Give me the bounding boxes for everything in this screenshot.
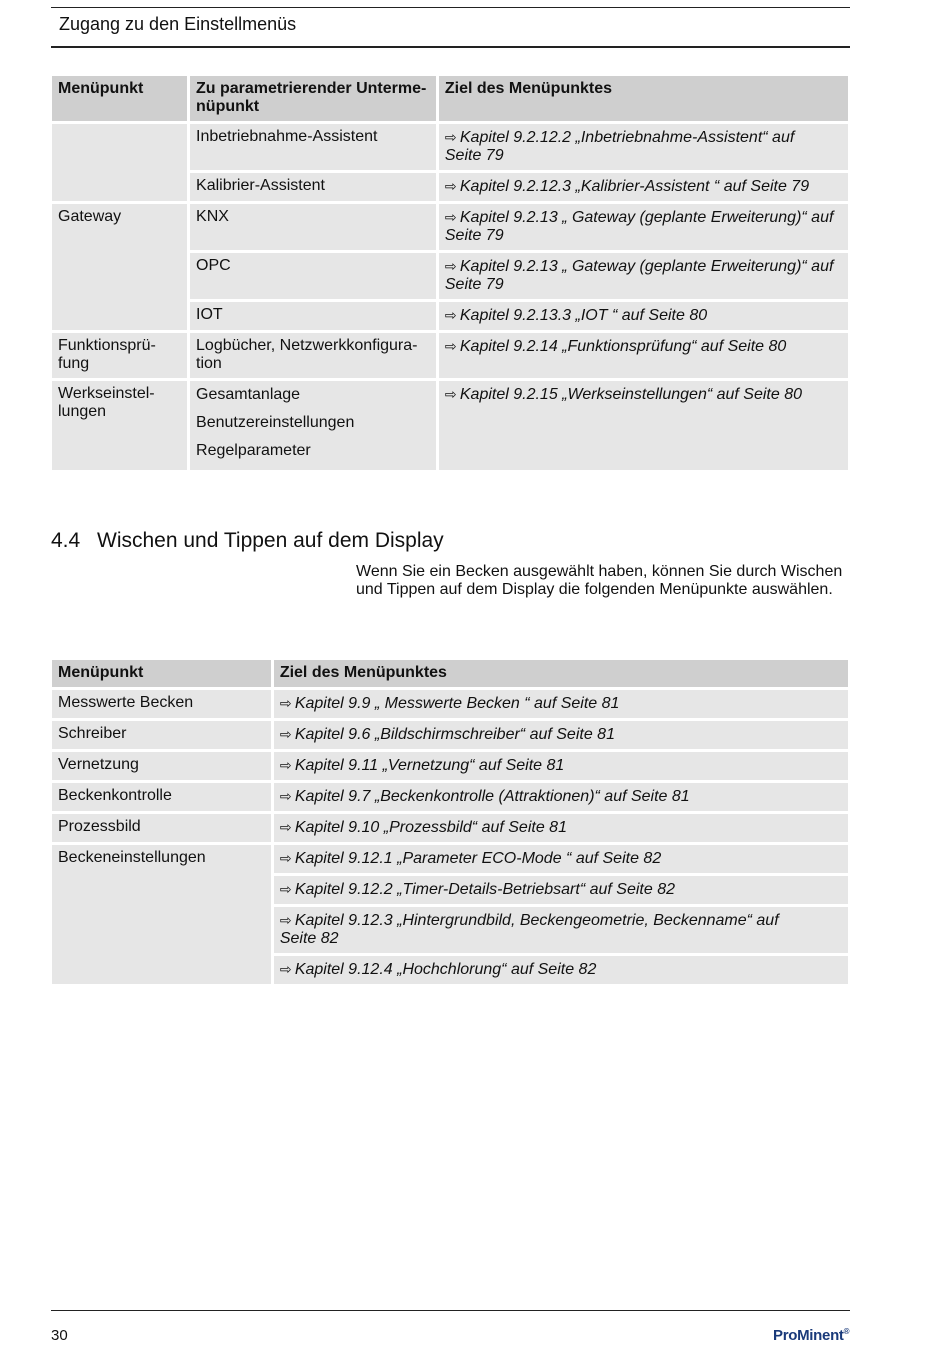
arrow-right-icon: ⇨ <box>444 258 457 274</box>
column-header: Ziel des Menüpunktes <box>274 660 848 687</box>
arrow-right-icon: ⇨ <box>444 178 457 194</box>
reference-link[interactable]: ⇨ Kapitel 9.2.13 „ Gateway (geplante Erweiterung)“ auf Seite 79 <box>439 204 848 250</box>
column-header: Menüpunkt <box>52 660 271 687</box>
arrow-right-icon: ⇨ <box>279 961 292 977</box>
section-number: 4.4 <box>51 529 81 552</box>
table-row <box>52 690 848 718</box>
reference-link[interactable]: ⇨ Kapitel 9.2.13.3 „IOT “ auf Seite 80 <box>439 302 848 330</box>
menu-cell: Gateway <box>52 204 187 330</box>
page-header-title: Zugang zu den Einstellmenüs <box>59 14 297 34</box>
arrow-right-icon: ⇨ <box>279 726 292 742</box>
table-row <box>52 333 848 378</box>
table-row <box>52 814 848 842</box>
submenu-item: Gesamtanlage <box>196 386 301 403</box>
menu-table-display <box>49 657 851 987</box>
reference-link[interactable]: ⇨ Kapitel 9.12.4 „Hochchlorung“ auf Seite 82 <box>274 956 848 984</box>
submenu-cell: Inbetriebnahme-Assistent <box>190 124 436 170</box>
reference-link[interactable]: ⇨ Kapitel 9.11 „Vernetzung“ auf Seite 81 <box>274 752 848 780</box>
arrow-right-icon: ⇨ <box>279 850 292 866</box>
reference-link[interactable]: ⇨ Kapitel 9.10 „Prozessbild“ auf Seite 81 <box>274 814 848 842</box>
submenu-cell: OPC <box>190 253 436 299</box>
submenu-cell: KNX <box>190 204 436 250</box>
reference-link[interactable]: ⇨ Kapitel 9.12.1 „Parameter ECO-Mode “ auf Seite 82 <box>274 845 848 873</box>
table-row <box>52 783 848 811</box>
reference-link[interactable]: ⇨ Kapitel 9.2.13 „ Gateway (geplante Erweiterung)“ auf Seite 79 <box>439 253 848 299</box>
arrow-right-icon: ⇨ <box>444 338 457 354</box>
submenu-cell: IOT <box>190 302 436 330</box>
menu-cell: Prozessbild <box>52 814 271 842</box>
menu-cell: Funktionsprü- fung <box>52 333 187 378</box>
table-row <box>52 381 848 470</box>
arrow-right-icon: ⇨ <box>279 757 292 773</box>
header-rule-top <box>51 7 850 8</box>
menu-cell: Vernetzung <box>52 752 271 780</box>
reference-link[interactable]: ⇨ Kapitel 9.7 „Beckenkontrolle (Attraktionen)“ auf Seite 81 <box>274 783 848 811</box>
section-heading <box>51 529 444 553</box>
menu-cell <box>52 124 187 201</box>
reference-link[interactable]: ⇨ Kapitel 9.2.12.3 „Kalibrier-Assistent “ auf Seite 79 <box>439 173 848 201</box>
table-row <box>52 204 848 250</box>
arrow-right-icon: ⇨ <box>444 386 457 402</box>
header-rule-bottom <box>51 46 850 48</box>
column-header: Ziel des Menüpunktes <box>439 76 848 121</box>
arrow-right-icon: ⇨ <box>444 307 457 323</box>
menu-cell: Schreiber <box>52 721 271 749</box>
column-header: Menüpunkt <box>52 76 187 121</box>
arrow-right-icon: ⇨ <box>279 912 292 928</box>
submenu-item: Benutzereinstellungen <box>196 414 355 431</box>
menu-cell: Beckenkontrolle <box>52 783 271 811</box>
submenu-cell <box>190 381 436 470</box>
table-row <box>52 845 848 873</box>
table-row <box>52 124 848 170</box>
section-title: Wischen und Tippen auf dem Display <box>97 529 444 552</box>
submenu-item: Regelparameter <box>196 442 311 459</box>
reference-link[interactable]: ⇨ Kapitel 9.2.15 „Werkseinstellungen“ auf Seite 80 <box>439 381 848 470</box>
menu-table-settings <box>49 73 851 473</box>
table-header-row <box>52 76 848 121</box>
column-header: Zu parametrierender Unterme- nüpunkt <box>190 76 436 121</box>
page-number: 30 <box>51 1327 68 1344</box>
submenu-cell: Logbücher, Netzwerkkonfigura- tion <box>190 333 436 378</box>
reference-link[interactable]: ⇨ Kapitel 9.2.14 „Funktionsprüfung“ auf Seite 80 <box>439 333 848 378</box>
table-row <box>52 752 848 780</box>
prominent-logo: ProMinent® <box>773 1327 850 1344</box>
menu-cell: Werkseinstel- lungen <box>52 381 187 470</box>
footer-rule <box>51 1310 850 1311</box>
menu-cell: Beckeneinstellungen <box>52 845 271 984</box>
table-header-row <box>52 660 848 687</box>
reference-link[interactable]: ⇨ Kapitel 9.12.3 „Hintergrundbild, Beckengeometrie, Beckenname“ auf Seite 82 <box>274 907 848 953</box>
arrow-right-icon: ⇨ <box>279 788 292 804</box>
arrow-right-icon: ⇨ <box>279 881 292 897</box>
table-row <box>52 721 848 749</box>
reference-link[interactable]: ⇨ Kapitel 9.9 „ Messwerte Becken “ auf Seite 81 <box>274 690 848 718</box>
reference-link[interactable]: ⇨ Kapitel 9.2.12.2 „Inbetriebnahme-Assistent“ auf Seite 79 <box>439 124 848 170</box>
arrow-right-icon: ⇨ <box>444 129 457 145</box>
intro-paragraph: Wenn Sie ein Becken ausgewählt haben, können Sie durch Wischen und Tippen auf dem Display die folgenden Menüpunkte auswählen. <box>356 563 843 598</box>
reference-link[interactable]: ⇨ Kapitel 9.6 „Bildschirmschreiber“ auf Seite 81 <box>274 721 848 749</box>
reference-link[interactable]: ⇨ Kapitel 9.12.2 „Timer-Details-Betriebsart“ auf Seite 82 <box>274 876 848 904</box>
menu-cell: Messwerte Becken <box>52 690 271 718</box>
arrow-right-icon: ⇨ <box>444 209 457 225</box>
arrow-right-icon: ⇨ <box>279 695 292 711</box>
submenu-cell: Kalibrier-Assistent <box>190 173 436 201</box>
arrow-right-icon: ⇨ <box>279 819 292 835</box>
